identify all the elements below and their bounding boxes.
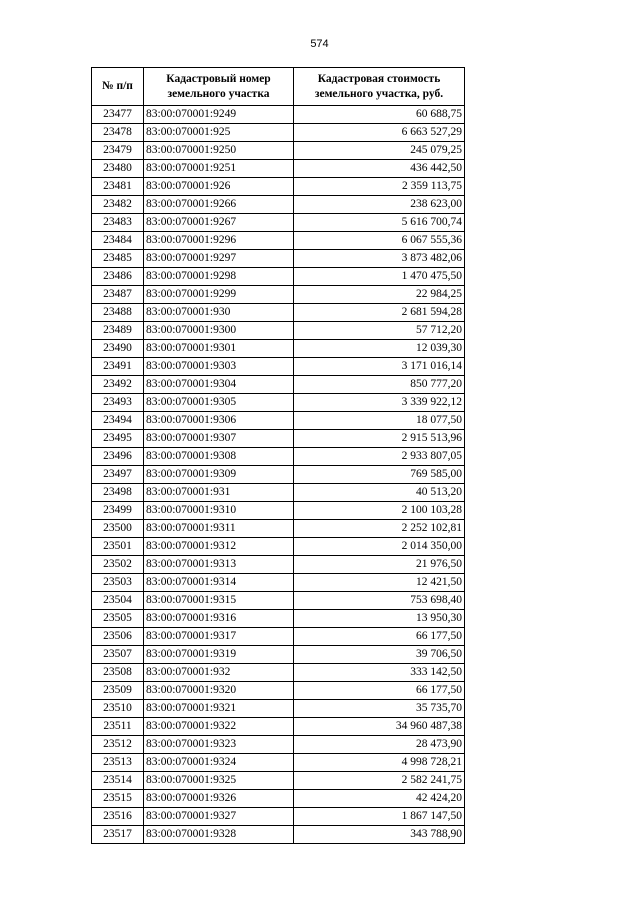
cadastral-value-cell: 21 976,50 (294, 556, 465, 574)
cadastral-number-cell: 83:00:070001:9319 (144, 646, 294, 664)
row-number-cell: 23501 (92, 538, 144, 556)
row-number-cell: 23487 (92, 286, 144, 304)
table-row (92, 700, 465, 718)
row-number-cell: 23496 (92, 448, 144, 466)
row-number-cell: 23482 (92, 196, 144, 214)
page-number: 574 (310, 38, 329, 50)
table-row (92, 610, 465, 628)
cadastral-number-cell: 83:00:070001:9326 (144, 790, 294, 808)
cadastral-value-cell: 22 984,25 (294, 286, 465, 304)
table-row (92, 736, 465, 754)
cadastral-number-cell: 83:00:070001:9267 (144, 214, 294, 232)
cadastral-value-cell: 245 079,25 (294, 142, 465, 160)
header-cadastral-value: Кадастровая стоимость земельного участка, руб. (294, 68, 465, 106)
cadastral-value-cell: 2 359 113,75 (294, 178, 465, 196)
table-row (92, 232, 465, 250)
cadastral-value-cell: 12 421,50 (294, 574, 465, 592)
cadastral-value-cell: 343 788,90 (294, 826, 465, 844)
row-number-cell: 23478 (92, 124, 144, 142)
row-number-cell: 23510 (92, 700, 144, 718)
table-row (92, 178, 465, 196)
cadastral-value-cell: 238 623,00 (294, 196, 465, 214)
cadastral-value-cell: 6 067 555,36 (294, 232, 465, 250)
cadastral-value-table (91, 67, 465, 844)
cadastral-value-cell: 13 950,30 (294, 610, 465, 628)
row-number-cell: 23514 (92, 772, 144, 790)
cadastral-value-cell: 1 470 475,50 (294, 268, 465, 286)
table-row (92, 538, 465, 556)
row-number-cell: 23511 (92, 718, 144, 736)
cadastral-value-cell: 39 706,50 (294, 646, 465, 664)
cadastral-value-cell: 2 915 513,96 (294, 430, 465, 448)
cadastral-number-cell: 83:00:070001:9249 (144, 106, 294, 124)
row-number-cell: 23498 (92, 484, 144, 502)
table-row (92, 250, 465, 268)
row-number-cell: 23477 (92, 106, 144, 124)
table-row (92, 412, 465, 430)
row-number-cell: 23503 (92, 574, 144, 592)
cadastral-value-cell: 4 998 728,21 (294, 754, 465, 772)
table-row (92, 718, 465, 736)
cadastral-value-cell: 436 442,50 (294, 160, 465, 178)
cadastral-number-cell: 83:00:070001:9312 (144, 538, 294, 556)
table-row (92, 286, 465, 304)
cadastral-number-cell: 83:00:070001:9301 (144, 340, 294, 358)
cadastral-number-cell: 83:00:070001:932 (144, 664, 294, 682)
row-number-cell: 23504 (92, 592, 144, 610)
row-number-cell: 23513 (92, 754, 144, 772)
cadastral-number-cell: 83:00:070001:9304 (144, 376, 294, 394)
cadastral-number-cell: 83:00:070001:9320 (144, 682, 294, 700)
table-row (92, 214, 465, 232)
table-body (92, 106, 465, 844)
table-row (92, 142, 465, 160)
cadastral-value-cell: 42 424,20 (294, 790, 465, 808)
table-row (92, 772, 465, 790)
cadastral-value-cell: 12 039,30 (294, 340, 465, 358)
cadastral-number-cell: 83:00:070001:9324 (144, 754, 294, 772)
row-number-cell: 23483 (92, 214, 144, 232)
cadastral-number-cell: 83:00:070001:931 (144, 484, 294, 502)
cadastral-value-cell: 2 014 350,00 (294, 538, 465, 556)
table-row (92, 808, 465, 826)
cadastral-number-cell: 83:00:070001:9299 (144, 286, 294, 304)
table-row (92, 376, 465, 394)
cadastral-number-cell: 83:00:070001:9297 (144, 250, 294, 268)
table-row (92, 502, 465, 520)
table-row (92, 394, 465, 412)
cadastral-value-cell: 66 177,50 (294, 682, 465, 700)
table-row (92, 664, 465, 682)
cadastral-value-cell: 3 171 016,14 (294, 358, 465, 376)
row-number-cell: 23515 (92, 790, 144, 808)
cadastral-number-cell: 83:00:070001:9310 (144, 502, 294, 520)
cadastral-number-cell: 83:00:070001:9266 (144, 196, 294, 214)
cadastral-number-cell: 83:00:070001:9322 (144, 718, 294, 736)
table-row (92, 268, 465, 286)
row-number-cell: 23516 (92, 808, 144, 826)
cadastral-number-cell: 83:00:070001:9303 (144, 358, 294, 376)
cadastral-value-cell: 1 867 147,50 (294, 808, 465, 826)
cadastral-number-cell: 83:00:070001:925 (144, 124, 294, 142)
cadastral-value-cell: 2 933 807,05 (294, 448, 465, 466)
cadastral-number-cell: 83:00:070001:930 (144, 304, 294, 322)
cadastral-number-cell: 83:00:070001:9306 (144, 412, 294, 430)
cadastral-value-cell: 850 777,20 (294, 376, 465, 394)
cadastral-number-cell: 83:00:070001:9315 (144, 592, 294, 610)
row-number-cell: 23512 (92, 736, 144, 754)
table-row (92, 466, 465, 484)
table-row (92, 106, 465, 124)
cadastral-value-cell: 35 735,70 (294, 700, 465, 718)
cadastral-value-cell: 6 663 527,29 (294, 124, 465, 142)
cadastral-number-cell: 83:00:070001:9317 (144, 628, 294, 646)
cadastral-number-cell: 83:00:070001:9321 (144, 700, 294, 718)
row-number-cell: 23495 (92, 430, 144, 448)
cadastral-number-cell: 83:00:070001:9250 (144, 142, 294, 160)
cadastral-number-cell: 83:00:070001:9251 (144, 160, 294, 178)
row-number-cell: 23485 (92, 250, 144, 268)
table-row (92, 574, 465, 592)
row-number-cell: 23497 (92, 466, 144, 484)
table-row (92, 628, 465, 646)
row-number-cell: 23493 (92, 394, 144, 412)
table-row (92, 358, 465, 376)
row-number-cell: 23490 (92, 340, 144, 358)
table-header-row (92, 68, 465, 106)
row-number-cell: 23500 (92, 520, 144, 538)
row-number-cell: 23492 (92, 376, 144, 394)
table-row (92, 646, 465, 664)
row-number-cell: 23507 (92, 646, 144, 664)
cadastral-value-cell: 2 252 102,81 (294, 520, 465, 538)
table-row (92, 556, 465, 574)
table-row (92, 304, 465, 322)
cadastral-number-cell: 83:00:070001:9328 (144, 826, 294, 844)
row-number-cell: 23505 (92, 610, 144, 628)
table-row (92, 826, 465, 844)
cadastral-value-cell: 18 077,50 (294, 412, 465, 430)
cadastral-number-cell: 83:00:070001:9300 (144, 322, 294, 340)
row-number-cell: 23488 (92, 304, 144, 322)
table-row (92, 124, 465, 142)
cadastral-value-cell: 3 873 482,06 (294, 250, 465, 268)
cadastral-number-cell: 83:00:070001:9323 (144, 736, 294, 754)
cadastral-number-cell: 83:00:070001:9296 (144, 232, 294, 250)
cadastral-number-cell: 83:00:070001:9314 (144, 574, 294, 592)
row-number-cell: 23481 (92, 178, 144, 196)
table-row (92, 322, 465, 340)
cadastral-number-cell: 83:00:070001:9298 (144, 268, 294, 286)
row-number-cell: 23494 (92, 412, 144, 430)
cadastral-number-cell: 83:00:070001:9316 (144, 610, 294, 628)
cadastral-value-cell: 28 473,90 (294, 736, 465, 754)
row-number-cell: 23517 (92, 826, 144, 844)
row-number-cell: 23486 (92, 268, 144, 286)
cadastral-value-cell: 40 513,20 (294, 484, 465, 502)
row-number-cell: 23479 (92, 142, 144, 160)
cadastral-value-cell: 34 960 487,38 (294, 718, 465, 736)
table-row (92, 754, 465, 772)
row-number-cell: 23502 (92, 556, 144, 574)
table-row (92, 340, 465, 358)
cadastral-number-cell: 83:00:070001:9308 (144, 448, 294, 466)
cadastral-value-cell: 66 177,50 (294, 628, 465, 646)
cadastral-value-cell: 333 142,50 (294, 664, 465, 682)
cadastral-value-cell: 2 100 103,28 (294, 502, 465, 520)
cadastral-number-cell: 83:00:070001:9313 (144, 556, 294, 574)
cadastral-value-cell: 60 688,75 (294, 106, 465, 124)
table-row (92, 592, 465, 610)
cadastral-number-cell: 83:00:070001:9325 (144, 772, 294, 790)
table-row (92, 430, 465, 448)
table-row (92, 484, 465, 502)
row-number-cell: 23491 (92, 358, 144, 376)
cadastral-number-cell: 83:00:070001:9305 (144, 394, 294, 412)
header-row-number: № п/п (92, 68, 144, 106)
row-number-cell: 23489 (92, 322, 144, 340)
row-number-cell: 23480 (92, 160, 144, 178)
table-row (92, 790, 465, 808)
cadastral-number-cell: 83:00:070001:9327 (144, 808, 294, 826)
header-cadastral-number: Кадастровый номер земельного участка (144, 68, 294, 106)
table-row (92, 520, 465, 538)
cadastral-value-cell: 57 712,20 (294, 322, 465, 340)
table-row (92, 160, 465, 178)
cadastral-number-cell: 83:00:070001:9307 (144, 430, 294, 448)
table-row (92, 448, 465, 466)
row-number-cell: 23484 (92, 232, 144, 250)
cadastral-value-cell: 3 339 922,12 (294, 394, 465, 412)
table-row (92, 682, 465, 700)
cadastral-number-cell: 83:00:070001:926 (144, 178, 294, 196)
table-row (92, 196, 465, 214)
row-number-cell: 23509 (92, 682, 144, 700)
row-number-cell: 23499 (92, 502, 144, 520)
cadastral-value-cell: 753 698,40 (294, 592, 465, 610)
cadastral-value-cell: 2 582 241,75 (294, 772, 465, 790)
cadastral-value-cell: 2 681 594,28 (294, 304, 465, 322)
row-number-cell: 23508 (92, 664, 144, 682)
row-number-cell: 23506 (92, 628, 144, 646)
cadastral-value-cell: 5 616 700,74 (294, 214, 465, 232)
cadastral-number-cell: 83:00:070001:9309 (144, 466, 294, 484)
cadastral-value-cell: 769 585,00 (294, 466, 465, 484)
cadastral-number-cell: 83:00:070001:9311 (144, 520, 294, 538)
